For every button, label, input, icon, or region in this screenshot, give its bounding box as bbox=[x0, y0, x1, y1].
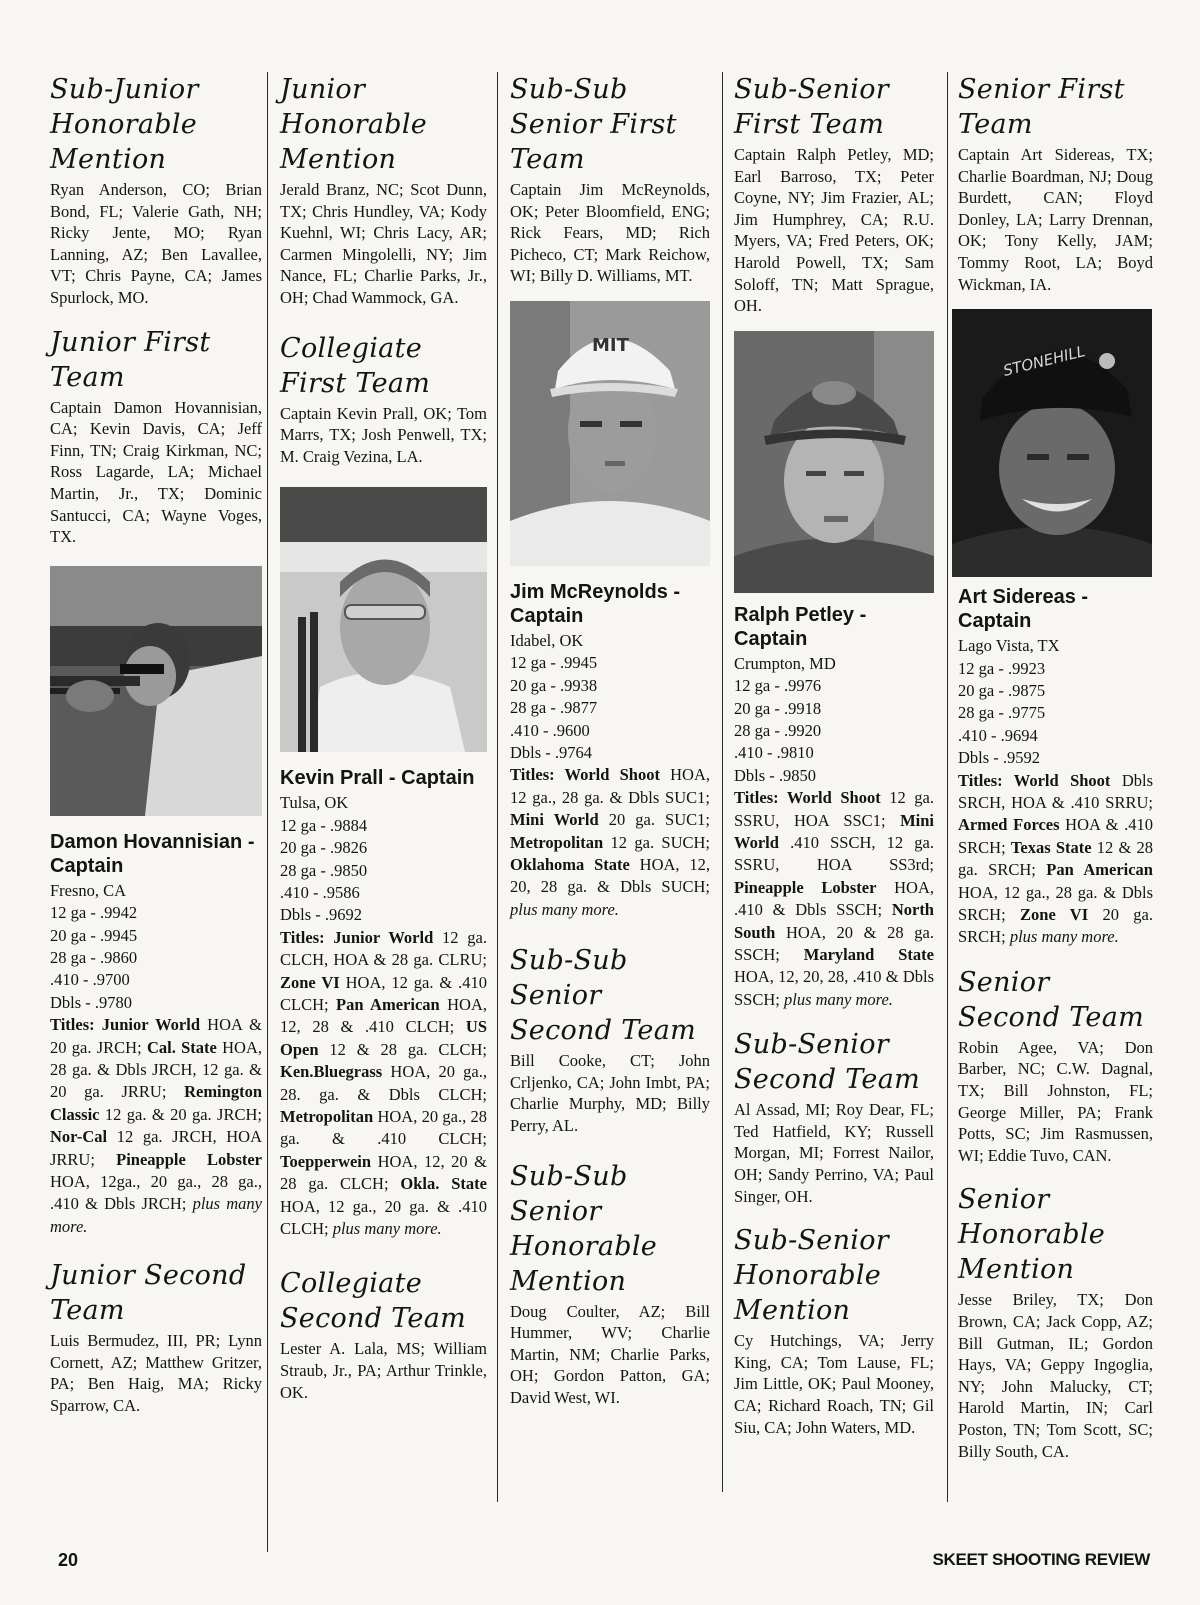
stat-line: 20 ga - .9945 bbox=[50, 925, 138, 945]
captain-stats bbox=[958, 635, 1153, 769]
captain-name: Damon Hovannisian - Captain bbox=[50, 830, 255, 877]
titles-text: Titles: World Shoot HOA, 12 ga., 28 ga. & Dbls SUC1; Mini World 20 ga. SUC1; Metropolitan 12 ga. SUCH; Oklahoma State HOA, 12, 20, 28 ga. & Dbls SUCH; plus many more. bbox=[510, 765, 711, 919]
section-title: Junior First Team bbox=[50, 326, 211, 393]
stat-line: 20 ga - .9938 bbox=[510, 675, 598, 695]
column-4 bbox=[734, 72, 934, 1438]
section-title: Senior First Team bbox=[958, 74, 1125, 140]
captain-photo bbox=[510, 301, 710, 566]
stat-line: Dbls - .9780 bbox=[50, 992, 133, 1012]
stat-line: Dbls - .9850 bbox=[734, 765, 817, 785]
stat-line: 12 ga - .9884 bbox=[280, 815, 368, 835]
stat-line: 20 ga - .9826 bbox=[280, 838, 368, 858]
captain-name: Art Sidereas - Captain bbox=[958, 586, 1089, 633]
stat-line: Dbls - .9764 bbox=[510, 743, 593, 762]
roster-text: Ryan Anderson, CO; Brian Bond, FL; Valerie Gath, NH; Ricky Jente, MO; Ryan Lanning, AZ; Ben Lavallee, VT; Chris Payne, CA; James Spurlock, MO. bbox=[50, 180, 262, 307]
titles-text: Titles: Junior World 12 ga. CLCH, HOA & 28 ga. CLRU; Zone VI HOA, 12 ga. & .410 CLCH; Pan American HOA, 12, 28 & .410 CLCH; US Open 12 & 28 ga. CLCH; Ken.Bluegrass HOA, 20 ga., 28. ga. & Dbls CLCH; Metropolitan HOA, 20 ga., 28 ga. & .410 CLCH; Toepperwein HOA, 12, 20 & 28 ga. CLCH; Okla. State HOA, 12 ga., 20 ga. & .410 CLCH; plus many more. bbox=[280, 927, 488, 1239]
captain-photo bbox=[280, 487, 487, 752]
cap-logo-text: STONEHILL bbox=[1001, 342, 1087, 380]
section-title: Sub-Junior Honorable Mention bbox=[50, 74, 199, 175]
section-title: Senior Honorable Mention bbox=[958, 1184, 1106, 1286]
captain-photo bbox=[952, 309, 1152, 577]
cap-logo-text: MIT bbox=[592, 334, 629, 356]
titles-text: Titles: World Shoot 12 ga. SSRU, HOA SSC1; Mini World .410 SSCH, 12 ga. SSRU, HOA SS3rd; Pineapple Lobster HOA, .410 & Dbls SSCH; North South HOA, 20 & 28 ga. SSCH; Maryland State HOA, 12, 20, 28, .410 & Dbls SSCH; plus many more. bbox=[734, 788, 935, 1009]
captain-stats bbox=[510, 630, 710, 764]
stat-line: .410 - .9586 bbox=[280, 882, 360, 902]
stat-line: .410 - .9700 bbox=[50, 970, 130, 990]
column-5 bbox=[958, 72, 1153, 1462]
stat-line: 28 ga - .9775 bbox=[958, 703, 1046, 723]
captain-photo bbox=[50, 566, 262, 816]
captain-photo bbox=[734, 331, 934, 593]
stat-line: 28 ga - .9850 bbox=[280, 860, 368, 880]
roster-text: Lester A. Lala, MS; William Straub, Jr., PA; Arthur Trinkle, OK. bbox=[280, 1339, 487, 1402]
roster-text: Doug Coulter, AZ; Bill Hummer, WV; Charlie Martin, NM; Charlie Parks, OH; Gordon Patton, GA; David West, WI. bbox=[510, 1301, 710, 1407]
page-number: 20 bbox=[58, 1550, 79, 1570]
section-title: Junior Second Team bbox=[50, 1260, 247, 1327]
stat-line: Dbls - .9692 bbox=[280, 905, 363, 925]
captain-name: Ralph Petley - Captain bbox=[734, 603, 867, 650]
roster-text: Bill Cooke, CT; John Crljenko, CA; John Imbt, PA; Charlie Murphy, MD; Billy Perry, AL. bbox=[510, 1051, 710, 1136]
section-title: Junior Honorable Mention bbox=[280, 74, 428, 175]
magazine-name: SKEET SHOOTING REVIEW bbox=[932, 1550, 1150, 1569]
section-title: Sub-Sub Senior Second Team bbox=[510, 945, 696, 1047]
section-title: Collegiate Second Team bbox=[280, 1268, 466, 1335]
stat-line: 28 ga - .9920 bbox=[734, 720, 822, 740]
section-title: Sub-Senior Second Team bbox=[734, 1029, 920, 1096]
stat-line: .410 - .9600 bbox=[510, 720, 590, 740]
stat-line: 12 ga - .9976 bbox=[734, 676, 822, 696]
captain-name: Jim McReynolds - Captain bbox=[510, 580, 681, 627]
stat-line: 28 ga - .9877 bbox=[510, 698, 598, 718]
column-rule bbox=[947, 72, 948, 1502]
captain-stats bbox=[280, 792, 487, 926]
roster-text: Luis Bermudez, III, PR; Lynn Cornett, AZ; Matthew Gritzer, PA; Ben Haig, MA; Ricky Sparrow, CA. bbox=[50, 1331, 262, 1415]
roster-text: Jesse Briley, TX; Don Brown, CA; Jack Copp, AZ; Bill Gutman, IL; Gordon Hays, VA; Geppy Ingoglia, NY; John Malucky, CT; Harold Martin, IN; Carl Poston, TN; Tom Scott, SC; Billy South, CA. bbox=[958, 1290, 1153, 1461]
roster-text: Captain Kevin Prall, OK; Tom Marrs, TX; Josh Penwell, TX; M. Craig Vezina, LA. bbox=[280, 403, 487, 466]
column-rule bbox=[267, 72, 268, 1552]
roster-text: Robin Agee, VA; Don Barber, NC; C.W. Dagnal, TX; Bill Johnston, FL; George Miller, PA; Frank Potts, SC; Jim Rasmussen, WI; Eddie Tuvo, CAN. bbox=[958, 1037, 1153, 1165]
section-title: Senior Second Team bbox=[958, 966, 1144, 1033]
captain-stats bbox=[50, 880, 262, 1014]
captain-hometown: Lago Vista, TX bbox=[958, 636, 1060, 656]
stat-line: 20 ga - .9875 bbox=[958, 680, 1046, 700]
roster-text: Captain Jim McReynolds, OK; Peter Bloomfield, ENG; Rick Fears, MD; Rich Picheco, CT; Mark Reichow, WI; Billy D. Williams, MT. bbox=[510, 180, 710, 286]
captain-hometown: Tulsa, OK bbox=[280, 793, 349, 813]
column-3 bbox=[510, 72, 710, 1409]
section-title: Sub-Senior First Team bbox=[734, 74, 889, 140]
section-title: Collegiate First Team bbox=[280, 332, 431, 399]
stat-line: .410 - .9694 bbox=[958, 725, 1038, 745]
stat-line: 28 ga - .9860 bbox=[50, 947, 138, 967]
stat-line: Dbls - .9592 bbox=[958, 748, 1041, 768]
stat-line: 20 ga - .9918 bbox=[734, 698, 822, 718]
column-rule bbox=[722, 72, 723, 1492]
stat-line: .410 - .9810 bbox=[734, 743, 814, 763]
captain-name: Kevin Prall - Captain bbox=[280, 767, 475, 790]
captain-hometown: Crumpton, MD bbox=[734, 653, 836, 673]
stat-line: 12 ga - .9942 bbox=[50, 903, 138, 923]
stat-line: 12 ga - .9945 bbox=[510, 653, 598, 673]
captain-hometown: Fresno, CA bbox=[50, 880, 127, 900]
titles-text: Titles: World Shoot Dbls SRCH, HOA & .410 SRRU; Armed Forces HOA & .410 SRCH; Texas State 12 & 28 ga. SRCH; Pan American HOA, 12 ga., 28 ga. & Dbls SRCH; Zone VI 20 ga. SRCH; plus many more. bbox=[958, 770, 1154, 947]
roster-text: Al Assad, MI; Roy Dear, FL; Ted Hatfield, KY; Russell Morgan, MI; Forrest Nailor, OH; Sandy Perrino, VA; Paul Singer, OH. bbox=[734, 1100, 934, 1206]
roster-text: Jerald Branz, NC; Scot Dunn, TX; Chris Hundley, VA; Kody Kuehnl, WI; Chris Lacy, AR; Carmen Mingolelli, NY; Jim Nance, FL; Charlie Parks, Jr., OH; Chad Wammock, GA. bbox=[280, 180, 487, 307]
section-title: Sub-Sub Senior First Team bbox=[510, 74, 677, 175]
section-title: Sub-Senior Honorable Mention bbox=[734, 1225, 889, 1327]
titles-text: Titles: Junior World HOA & 20 ga. JRCH; Cal. State HOA, 28 ga. & Dbls JRCH, 12 ga. & 20 ga. JRRU; Remington Classic 12 ga. & 20 ga. JRCH; Nor-Cal 12 ga. JRCH, HOA JRRU; Pineapple Lobster HOA, 12ga., 20 ga., 28 ga., .410 & Dbls JRCH; plus many more. bbox=[50, 1015, 263, 1236]
roster-text: Cy Hutchings, VA; Jerry King, CA; Tom Lause, FL; Jim Little, OK; Paul Mooney, CA; Richard Roach, TN; Gil Siu, CA; John Waters, MD. bbox=[734, 1331, 934, 1437]
column-rule bbox=[497, 72, 498, 1502]
roster-text: Captain Art Sidereas, TX; Charlie Boardman, NJ; Doug Burdett, CAN; Floyd Donley, LA; Larry Drennan, OK; Tony Kelly, JAM; Tommy Root, LA; Boyd Wickman, IA. bbox=[958, 145, 1153, 294]
roster-text: Captain Damon Hovannisian, CA; Kevin Davis, CA; Jeff Finn, TN; Craig Kirkman, NC; Ross Lagarde, LA; Michael Martin, Jr., TX; Dominic Santucci, CA; Wayne Voges, TX. bbox=[50, 397, 262, 547]
captain-hometown: Idabel, OK bbox=[510, 630, 584, 650]
column-2 bbox=[280, 72, 487, 1403]
stat-line: 12 ga - .9923 bbox=[958, 658, 1046, 678]
section-title: Sub-Sub Senior Honorable Mention bbox=[510, 1160, 658, 1297]
column-1 bbox=[50, 72, 262, 1417]
captain-stats bbox=[734, 653, 934, 787]
roster-text: Captain Ralph Petley, MD; Earl Barroso, TX; Peter Coyne, NY; Jim Frazier, AL; Jim Humphrey, CA; R.U. Myers, VA; Fred Peters, OK; Harold Powell, TX; Sam Soloff, TN; Matt Sprague, OH. bbox=[734, 145, 934, 316]
